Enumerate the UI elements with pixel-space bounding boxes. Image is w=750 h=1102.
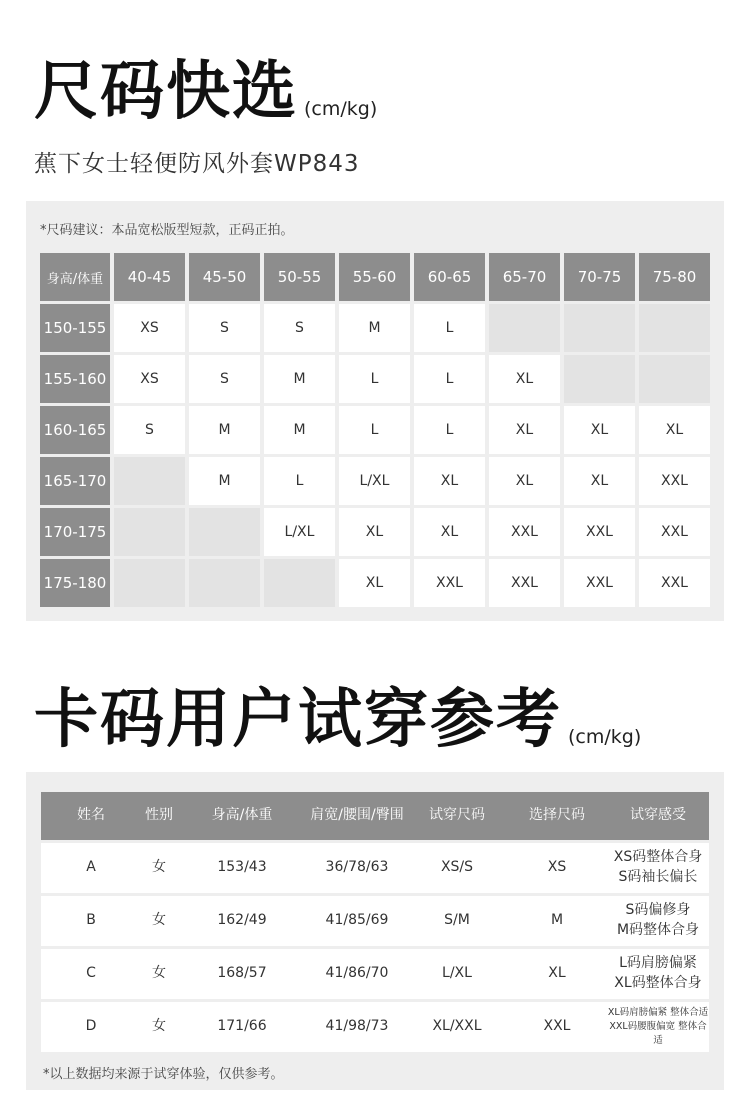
trial-gender-cell: 女 — [152, 1018, 166, 1035]
trial-feedback-line: XS码整体合身 — [613, 849, 703, 866]
size-cell: XS — [114, 355, 185, 403]
size-cell: XXL — [639, 559, 710, 607]
weight-header: 70-75 — [564, 253, 635, 301]
trial-height-weight-cell: 162/49 — [217, 912, 267, 929]
trial-row — [41, 1002, 709, 1052]
trial-chosen-size-cell: XS — [547, 859, 567, 876]
trial-tried-size-cell: XL/XXL — [432, 1018, 482, 1035]
size-cell: XL — [639, 406, 710, 454]
size-cell: M — [189, 457, 260, 505]
trial-feedback-cell — [607, 843, 709, 893]
size-cell: L — [414, 355, 485, 403]
trial-tried-size-cell: XS/S — [440, 859, 474, 876]
size-guide-unit: (cm/kg) — [304, 98, 378, 120]
trial-feedback-line: L码肩膀偏紧 — [619, 955, 697, 972]
weight-header: 55-60 — [339, 253, 410, 301]
height-header: 155-160 — [40, 355, 110, 403]
size-cell: XXL — [639, 508, 710, 556]
trial-feedback-lines — [614, 848, 702, 887]
weight-header: 45-50 — [189, 253, 260, 301]
trial-header-cell: 选择尺码 — [529, 807, 585, 824]
size-cell: XL — [564, 457, 635, 505]
trial-header-cell: 试穿感受 — [630, 807, 686, 824]
trial-gender-cell: 女 — [152, 859, 166, 876]
trial-gender-cell: 女 — [152, 965, 166, 982]
size-cell: XL — [489, 355, 560, 403]
size-cell: XL — [489, 457, 560, 505]
size-cell: S — [264, 304, 335, 352]
size-guide-title: 尺码快选 — [34, 55, 298, 129]
size-cell-empty — [639, 304, 710, 352]
size-cell-empty — [114, 457, 185, 505]
weight-header: 40-45 — [114, 253, 185, 301]
trial-feedback-line: XXL码腰腹偏宽 整体合适 — [609, 1021, 707, 1046]
size-advice-note: *尺码建议：本品宽松版型短款，正码正拍。 — [40, 223, 294, 238]
size-cell: L — [414, 406, 485, 454]
size-cell: XXL — [564, 559, 635, 607]
trial-row — [41, 949, 709, 999]
grid-corner-header: 身高/体重 — [40, 253, 110, 301]
size-cell-empty — [114, 508, 185, 556]
trial-header-cell: 肩宽/腰围/臀围 — [310, 807, 404, 824]
size-cell-empty — [189, 508, 260, 556]
trial-chosen-size-cell: M — [550, 912, 564, 929]
size-cell: L — [339, 406, 410, 454]
trial-note: *以上数据均来源于试穿体验，仅供参考。 — [43, 1067, 284, 1082]
size-cell: XL — [339, 508, 410, 556]
size-guide-title-block — [34, 52, 377, 132]
size-cell: XXL — [564, 508, 635, 556]
size-cell: XS — [114, 304, 185, 352]
size-cell: XL — [339, 559, 410, 607]
size-cell: M — [189, 406, 260, 454]
height-header: 160-165 — [40, 406, 110, 454]
size-cell-empty — [114, 559, 185, 607]
trial-measure-cell: 36/78/63 — [325, 859, 389, 876]
trial-feedback-lines — [614, 954, 701, 993]
trial-tried-size-cell: S/M — [444, 912, 470, 929]
size-cell: L/XL — [264, 508, 335, 556]
size-cell-empty — [564, 355, 635, 403]
size-cell-empty — [489, 304, 560, 352]
trial-chosen-size-cell: XL — [548, 965, 566, 982]
trial-name-cell: D — [85, 1018, 97, 1035]
trial-feedback-line: XL码肩膀偏紧 整体合适 — [607, 1007, 709, 1019]
size-cell: S — [189, 355, 260, 403]
trial-chosen-size-cell: XXL — [543, 1018, 571, 1035]
height-header: 170-175 — [40, 508, 110, 556]
trial-gender-cell: 女 — [152, 912, 166, 929]
size-cell: L — [339, 355, 410, 403]
trial-header-cell: 性别 — [145, 807, 173, 824]
trial-row — [41, 896, 709, 946]
trial-feedback-line: XL码整体合身 — [614, 975, 702, 991]
size-cell: XL — [414, 457, 485, 505]
trial-measure-cell: 41/85/69 — [325, 912, 389, 929]
trial-header-cell: 身高/体重 — [211, 807, 273, 824]
size-cell-empty — [639, 355, 710, 403]
weight-header: 65-70 — [489, 253, 560, 301]
trial-header-row — [41, 792, 709, 840]
size-cell: XL — [489, 406, 560, 454]
size-cell: L — [414, 304, 485, 352]
trial-header-cell: 试穿尺码 — [429, 807, 485, 824]
trial-row — [41, 843, 709, 893]
size-cell: XL — [564, 406, 635, 454]
size-cell: S — [114, 406, 185, 454]
trial-feedback-line: S码偏修身 — [625, 902, 691, 919]
trial-feedback-cell — [607, 896, 709, 946]
trial-feedback-line: M码整体合身 — [616, 922, 700, 938]
size-cell: XXL — [639, 457, 710, 505]
trial-name-cell: C — [86, 965, 96, 982]
size-cell: M — [264, 355, 335, 403]
size-cell: XXL — [414, 559, 485, 607]
height-header: 175-180 — [40, 559, 110, 607]
height-header: 165-170 — [40, 457, 110, 505]
size-cell: XXL — [489, 508, 560, 556]
trial-name-cell: A — [86, 859, 96, 876]
product-name: 蕉下女士轻便防风外套WP843 — [34, 151, 360, 177]
size-cell-empty — [264, 559, 335, 607]
trial-header-cell: 姓名 — [77, 807, 105, 824]
trial-table — [41, 792, 709, 1052]
size-cell-empty — [189, 559, 260, 607]
size-cell: M — [339, 304, 410, 352]
trial-height-weight-cell: 153/43 — [217, 859, 267, 876]
size-cell: S — [189, 304, 260, 352]
size-cell: XXL — [489, 559, 560, 607]
trial-measure-cell: 41/86/70 — [325, 965, 389, 982]
trial-feedback-cell — [607, 1002, 709, 1052]
trial-feedback-line: S码袖长偏长 — [618, 869, 698, 885]
trial-title-block — [34, 680, 641, 760]
trial-height-weight-cell: 168/57 — [217, 965, 267, 982]
trial-unit: (cm/kg) — [568, 726, 642, 748]
weight-header: 60-65 — [414, 253, 485, 301]
trial-height-weight-cell: 171/66 — [217, 1018, 267, 1035]
size-cell: M — [264, 406, 335, 454]
size-chart-grid — [40, 253, 710, 607]
size-cell-empty — [564, 304, 635, 352]
size-cell: L — [264, 457, 335, 505]
height-header: 150-155 — [40, 304, 110, 352]
size-cell: XL — [414, 508, 485, 556]
trial-tried-size-cell: L/XL — [442, 965, 472, 982]
trial-name-cell: B — [86, 912, 96, 929]
weight-header: 75-80 — [639, 253, 710, 301]
size-cell: L/XL — [339, 457, 410, 505]
trial-title: 卡码用户试穿参考 — [34, 683, 562, 757]
weight-header: 50-55 — [264, 253, 335, 301]
trial-feedback-lines — [617, 901, 699, 940]
trial-feedback-lines — [607, 1006, 709, 1047]
trial-feedback-cell — [607, 949, 709, 999]
trial-measure-cell: 41/98/73 — [325, 1018, 389, 1035]
